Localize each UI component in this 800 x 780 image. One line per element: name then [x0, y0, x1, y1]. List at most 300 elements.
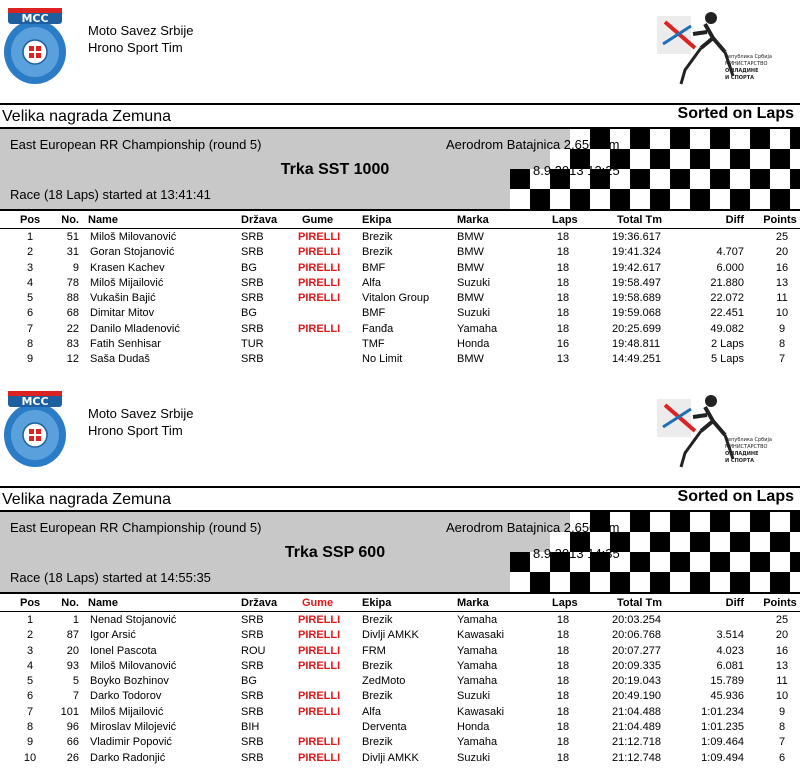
cell-pos: 8 — [26, 721, 34, 734]
cell-no: 96 — [66, 721, 79, 734]
cell-name: Igor Arsić — [90, 629, 136, 642]
cell-diff: 15.789 — [710, 675, 744, 688]
flag-square — [770, 512, 790, 532]
cell-no: 7 — [72, 690, 79, 703]
col-ekipa: Ekipa — [362, 214, 392, 226]
table-row — [0, 690, 800, 705]
cell-laps: 18 — [556, 644, 570, 657]
cell-laps: 18 — [556, 307, 570, 320]
cell-no: 12 — [66, 353, 79, 366]
cell-diff: 1:09.464 — [701, 736, 744, 749]
cell-diff: 3.514 — [716, 629, 744, 642]
flag-square — [730, 532, 750, 552]
cell-diff: 1:01.234 — [701, 705, 744, 718]
flag-square — [530, 189, 550, 209]
cell-laps: 18 — [556, 629, 570, 642]
cell-pos: 3 — [26, 644, 34, 657]
cell-pos: 3 — [26, 261, 34, 274]
cell-laps: 18 — [556, 705, 570, 718]
flag-square — [650, 129, 670, 149]
cell-diff: 22.072 — [710, 292, 744, 305]
cell-marka: Kawasaki — [457, 629, 505, 642]
cell-points: 25 — [775, 231, 789, 243]
race-started: Race (18 Laps) started at 14:55:35 — [10, 570, 211, 585]
table-row — [0, 614, 800, 629]
cell-name: Miloš Mijailović — [90, 705, 164, 718]
cell-pos: 4 — [26, 659, 34, 672]
cell-ekipa: Alfa — [362, 705, 381, 718]
flag-square — [670, 149, 690, 169]
table-row — [0, 706, 800, 721]
col-laps: Laps — [552, 597, 578, 609]
flag-square — [630, 129, 650, 149]
organization — [88, 22, 194, 56]
flag-square — [750, 512, 770, 532]
cell-pos: 5 — [26, 675, 34, 688]
cell-marka: Suzuki — [457, 307, 491, 320]
flag-square — [730, 169, 750, 189]
flag-square — [710, 532, 730, 552]
cell-ekipa: Brezik — [362, 246, 393, 259]
flag-square — [610, 189, 630, 209]
flag-square — [730, 572, 750, 592]
flag-square — [790, 552, 800, 572]
cell-marka: Yamaha — [457, 675, 498, 688]
cell-ekipa: Fanđa — [362, 322, 394, 335]
col-total: Total Tm — [617, 597, 663, 609]
cell-no: 22 — [66, 322, 79, 335]
cell-total: 21:04.489 — [612, 721, 661, 734]
cell-marka: Suzuki — [457, 690, 491, 703]
cell-ekipa: Brezik — [362, 231, 393, 243]
flag-square — [710, 512, 730, 532]
flag-square — [690, 129, 710, 149]
cell-diff: 4.023 — [716, 644, 744, 657]
cell-name: Krasen Kachev — [90, 261, 165, 274]
cell-marka: Suzuki — [457, 751, 491, 764]
results-header — [0, 214, 800, 229]
cell-marka: Yamaha — [457, 322, 498, 335]
cell-pos: 5 — [26, 292, 34, 305]
cell-drzava: SRB — [241, 659, 264, 672]
cell-no: 101 — [60, 705, 79, 718]
cell-gume: PIRELLI — [298, 659, 341, 672]
cell-name: Ionel Pascota — [90, 644, 157, 657]
cell-ekipa: ZedMoto — [362, 675, 406, 688]
cell-diff: 1:01.235 — [701, 721, 744, 734]
race-datetime: 8.9.2013 14:35 — [533, 546, 620, 561]
col-marka: Marka — [457, 597, 489, 609]
cell-pos: 6 — [26, 690, 34, 703]
flag-square — [790, 169, 800, 189]
flag-square — [770, 189, 790, 209]
cell-no: 66 — [66, 736, 79, 749]
results-table — [0, 231, 800, 369]
organization — [88, 405, 194, 439]
cell-gume: PIRELLI — [298, 736, 341, 749]
flag-square — [630, 572, 650, 592]
table-row — [0, 721, 800, 736]
flag-square — [790, 189, 800, 209]
cell-drzava: SRB — [241, 629, 264, 642]
cell-no: 87 — [66, 629, 79, 642]
table-row — [0, 645, 800, 660]
cell-points: 6 — [778, 751, 786, 764]
cell-laps: 18 — [556, 261, 570, 274]
col-pos: Pos — [20, 214, 41, 226]
cell-gume: PIRELLI — [298, 292, 341, 305]
cell-drzava: SRB — [241, 736, 264, 749]
svg-text:МСС: МСС — [21, 12, 49, 25]
cell-no: 93 — [66, 659, 79, 672]
cell-laps: 18 — [556, 659, 570, 672]
flag-square — [730, 189, 750, 209]
cell-pos: 2 — [26, 629, 34, 642]
cell-gume: PIRELLI — [298, 690, 341, 703]
table-row — [0, 736, 800, 751]
cell-ekipa: Divlji AMKK — [362, 629, 419, 642]
cell-no: 68 — [66, 307, 79, 320]
cell-name: Darko Radonjić — [90, 751, 166, 764]
col-gume: Gume — [302, 597, 334, 609]
flag-square — [730, 149, 750, 169]
flag-square — [670, 169, 690, 189]
cell-marka: BMW — [457, 353, 484, 366]
flag-square — [530, 572, 550, 592]
venue: Aerodrom Batajnica 2,650 Km — [446, 137, 620, 152]
flag-square — [690, 572, 710, 592]
svg-text:Република Србија: Република Србија — [725, 437, 772, 443]
cell-points: 11 — [776, 292, 788, 305]
cell-total: 19:59.068 — [612, 307, 661, 320]
svg-text:МСС: МСС — [21, 395, 49, 408]
cell-gume: PIRELLI — [298, 644, 341, 657]
sort-label: Sorted on Laps — [677, 105, 794, 122]
flag-square — [750, 552, 770, 572]
cell-points: 9 — [778, 322, 786, 335]
flag-square — [750, 532, 770, 552]
cell-points: 13 — [775, 659, 789, 672]
flag-square — [710, 169, 730, 189]
cell-drzava: SRB — [241, 322, 264, 335]
cell-laps: 18 — [556, 690, 570, 703]
flag-square — [510, 572, 530, 592]
col-total: Total Tm — [617, 214, 663, 226]
championship: East European RR Championship (round 5) — [10, 137, 262, 152]
col-points: Points — [763, 214, 797, 226]
flag-square — [650, 572, 670, 592]
cell-name: Vukašin Bajić — [90, 292, 156, 305]
col-diff: Diff — [725, 214, 744, 226]
table-row — [0, 660, 800, 675]
svg-text:МИНИСТАРСТВО: МИНИСТАРСТВО — [725, 444, 768, 450]
cell-ekipa: Brezik — [362, 614, 393, 626]
cell-laps: 18 — [556, 675, 570, 688]
flag-square — [750, 572, 770, 592]
cell-points: 25 — [775, 614, 789, 626]
svg-text:И СПОРТА: И СПОРТА — [725, 75, 754, 81]
cell-pos: 1 — [26, 614, 34, 626]
cell-laps: 18 — [556, 231, 570, 243]
col-drzava: Država — [241, 214, 278, 226]
cell-total: 19:41.324 — [612, 246, 661, 259]
flag-square — [630, 189, 650, 209]
table-row — [0, 262, 800, 277]
flag-square — [590, 189, 610, 209]
cell-diff: 21.880 — [710, 276, 744, 289]
cell-name: Miloš Mijailović — [90, 276, 164, 289]
cell-pos: 6 — [26, 307, 34, 320]
cell-marka: BMW — [457, 246, 484, 259]
flag-square — [670, 189, 690, 209]
flag-square — [590, 572, 610, 592]
cell-total: 21:12.748 — [612, 751, 661, 764]
cell-drzava: SRB — [241, 690, 264, 703]
cell-ekipa: Divlji AMKK — [362, 751, 419, 764]
cell-marka: Yamaha — [457, 736, 498, 749]
cell-laps: 18 — [556, 736, 570, 749]
cell-points: 10 — [775, 690, 789, 703]
cell-total: 21:04.488 — [612, 705, 661, 718]
cell-total: 19:58.689 — [612, 292, 661, 305]
ministry-logo — [655, 391, 772, 471]
cell-gume: PIRELLI — [298, 705, 341, 718]
cell-diff: 6.081 — [716, 659, 744, 672]
org-line2: Hrono Sport Tim — [88, 40, 183, 55]
cell-total: 20:07.277 — [612, 644, 661, 657]
cell-diff: 45.936 — [710, 690, 744, 703]
col-name: Name — [88, 597, 118, 609]
results-table — [0, 614, 800, 767]
flag-square — [690, 169, 710, 189]
championship: East European RR Championship (round 5) — [10, 520, 262, 535]
cell-drzava: TUR — [241, 338, 264, 351]
cell-marka: Yamaha — [457, 644, 498, 657]
cell-marka: BMW — [457, 231, 484, 243]
cell-marka: Suzuki — [457, 276, 491, 289]
cell-name: Miloš Milovanović — [90, 231, 177, 243]
flag-square — [690, 532, 710, 552]
cell-points: 13 — [775, 276, 789, 289]
flag-square — [690, 512, 710, 532]
cell-gume: PIRELLI — [298, 614, 341, 626]
flag-square — [770, 129, 790, 149]
cell-marka: Kawasaki — [457, 705, 505, 718]
cell-name: Miloš Milovanović — [90, 659, 177, 672]
flag-square — [710, 129, 730, 149]
cell-total: 19:48.811 — [612, 338, 661, 351]
cell-laps: 18 — [556, 292, 570, 305]
cell-drzava: SRB — [241, 705, 264, 718]
flag-square — [790, 129, 800, 149]
cell-no: 51 — [66, 231, 79, 243]
col-pos: Pos — [20, 597, 41, 609]
cell-no: 20 — [66, 644, 79, 657]
cell-pos: 10 — [23, 751, 37, 764]
flag-square — [750, 169, 770, 189]
cell-points: 9 — [778, 705, 786, 718]
cell-drzava: BIH — [241, 721, 260, 734]
cell-drzava: SRB — [241, 353, 264, 366]
cell-diff: 49.082 — [710, 322, 744, 335]
cell-total: 14:49.251 — [612, 353, 661, 366]
org-line1: Moto Savez Srbije — [88, 406, 194, 421]
sort-label: Sorted on Laps — [677, 488, 794, 505]
col-diff: Diff — [725, 597, 744, 609]
cell-pos: 9 — [26, 353, 34, 366]
svg-text:ОМЛАДИНЕ: ОМЛАДИНЕ — [725, 68, 759, 74]
cell-ekipa: Vitalon Group — [362, 292, 430, 305]
cell-total: 20:49.190 — [612, 690, 661, 703]
race-info-box — [0, 510, 800, 594]
cell-points: 8 — [778, 721, 786, 734]
col-ekipa: Ekipa — [362, 597, 392, 609]
flag-square — [550, 572, 570, 592]
cell-laps: 18 — [556, 322, 570, 335]
cell-diff: 2 Laps — [710, 338, 744, 351]
cell-no: 78 — [66, 276, 79, 289]
flag-square — [730, 552, 750, 572]
flag-square — [770, 169, 790, 189]
cell-pos: 7 — [26, 322, 34, 335]
cell-pos: 1 — [26, 231, 34, 243]
cell-ekipa: BMF — [362, 261, 386, 274]
flag-square — [690, 189, 710, 209]
cell-name: Vladimir Popović — [90, 736, 172, 749]
table-row — [0, 675, 800, 690]
cell-drzava: BG — [241, 261, 257, 274]
flag-square — [770, 532, 790, 552]
cell-ekipa: Brezik — [362, 736, 393, 749]
flag-square — [790, 572, 800, 592]
org-line2: Hrono Sport Tim — [88, 423, 183, 438]
cell-name: Miroslav Milojević — [90, 721, 177, 734]
flag-square — [790, 512, 800, 532]
cell-diff: 5 Laps — [710, 353, 744, 366]
cell-gume: PIRELLI — [298, 751, 341, 764]
cell-no: 9 — [72, 261, 79, 274]
cell-drzava: SRB — [241, 751, 264, 764]
cell-total: 20:06.768 — [612, 629, 661, 642]
race-title: Trka SSP 600 — [284, 544, 386, 561]
cell-drzava: BG — [241, 307, 257, 320]
cell-pos: 8 — [26, 338, 34, 351]
flag-square — [730, 129, 750, 149]
svg-text:И СПОРТА: И СПОРТА — [725, 458, 754, 464]
flag-square — [650, 189, 670, 209]
cell-gume: PIRELLI — [298, 261, 341, 274]
cell-total: 20:19.043 — [612, 675, 661, 688]
cell-diff: 4.707 — [716, 246, 744, 259]
col-drzava: Država — [241, 597, 278, 609]
flag-square — [670, 512, 690, 532]
mcc-logo — [2, 385, 68, 469]
flag-square — [670, 129, 690, 149]
cell-ekipa: Alfa — [362, 276, 381, 289]
cell-pos: 9 — [26, 736, 34, 749]
flag-square — [670, 552, 690, 572]
flag-square — [650, 512, 670, 532]
mcc-logo — [2, 2, 68, 86]
cell-laps: 18 — [556, 721, 570, 734]
svg-text:МИНИСТАРСТВО: МИНИСТАРСТВО — [725, 61, 768, 67]
table-row — [0, 338, 800, 353]
cell-drzava: SRB — [241, 292, 264, 305]
cell-points: 11 — [776, 675, 788, 688]
results-header — [0, 597, 800, 612]
cell-ekipa: BMF — [362, 307, 386, 320]
cell-total: 20:09.335 — [612, 659, 661, 672]
cell-ekipa: Derventa — [362, 721, 407, 734]
col-no: No. — [61, 214, 79, 226]
flag-square — [550, 189, 570, 209]
cell-points: 16 — [775, 644, 789, 657]
flag-square — [730, 512, 750, 532]
col-name: Name — [88, 214, 118, 226]
cell-ekipa: Brezik — [362, 690, 393, 703]
cell-laps: 13 — [556, 353, 570, 366]
table-row — [0, 323, 800, 338]
flag-square — [690, 149, 710, 169]
table-row — [0, 277, 800, 292]
cell-total: 20:25.699 — [612, 322, 661, 335]
cell-pos: 2 — [26, 246, 34, 259]
flag-square — [670, 572, 690, 592]
cell-points: 16 — [775, 261, 789, 274]
cell-ekipa: FRM — [362, 644, 386, 657]
race-started: Race (18 Laps) started at 13:41:41 — [10, 187, 211, 202]
cell-marka: Yamaha — [457, 614, 498, 626]
cell-gume: PIRELLI — [298, 276, 341, 289]
cell-total: 20:03.254 — [612, 614, 661, 626]
flag-square — [510, 189, 530, 209]
cell-name: Darko Todorov — [90, 690, 162, 703]
cell-name: Boyko Bozhinov — [90, 675, 169, 688]
cell-no: 26 — [66, 751, 79, 764]
race-title: Trka SST 1000 — [280, 161, 390, 178]
cell-laps: 18 — [556, 751, 570, 764]
flag-square — [770, 552, 790, 572]
cell-total: 19:58.497 — [612, 276, 661, 289]
venue: Aerodrom Batajnica 2,650 Km — [446, 520, 620, 535]
col-gume: Gume — [302, 214, 334, 226]
flag-square — [710, 552, 730, 572]
cell-points: 7 — [778, 353, 786, 366]
cell-marka: Honda — [457, 721, 490, 734]
org-line1: Moto Savez Srbije — [88, 23, 194, 38]
svg-text:Република Србија: Република Србија — [725, 54, 772, 60]
cell-gume: PIRELLI — [298, 629, 341, 642]
race-info-box — [0, 127, 800, 211]
flag-square — [770, 572, 790, 592]
cell-no: 1 — [72, 614, 79, 626]
svg-text:ОМЛАДИНЕ: ОМЛАДИНЕ — [725, 451, 759, 457]
cell-name: Fatih Senhisar — [90, 338, 161, 351]
table-row — [0, 246, 800, 261]
flag-square — [610, 572, 630, 592]
cell-laps: 18 — [556, 614, 570, 626]
flag-square — [790, 149, 800, 169]
cell-pos: 4 — [26, 276, 34, 289]
cell-no: 88 — [66, 292, 79, 305]
cell-total: 19:42.617 — [612, 261, 661, 274]
cell-diff: 6.000 — [716, 261, 744, 274]
flag-square — [570, 189, 590, 209]
cell-name: Goran Stojanović — [90, 246, 175, 259]
flag-square — [570, 572, 590, 592]
cell-laps: 18 — [556, 276, 570, 289]
flag-square — [690, 552, 710, 572]
